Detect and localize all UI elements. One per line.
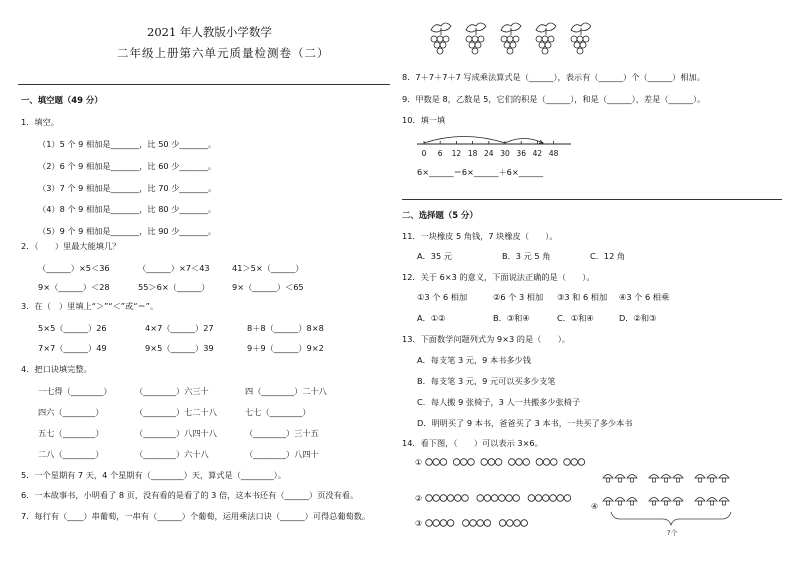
circle-icon	[488, 459, 495, 466]
page-title: 2021 年人教版小学数学	[147, 25, 272, 39]
q12-option-c: C．①和④	[557, 313, 594, 323]
tick-label: 36	[516, 149, 526, 158]
q1-item: （5）9 个 9 相加是_______，比 90 少_______。	[38, 226, 217, 236]
circle-icon	[433, 459, 440, 466]
circle-icon	[440, 459, 447, 466]
mushroom-icon	[649, 475, 659, 483]
mushroom-icon	[615, 475, 625, 483]
grape-row	[421, 20, 591, 64]
q12-statement: ②6 个 3 相加	[493, 292, 544, 302]
tick-label: 12	[451, 149, 462, 158]
mushroom-icon	[627, 498, 637, 506]
circle-icon	[571, 459, 578, 466]
brace-label: ?个	[667, 529, 678, 537]
q4-cell: 一七得（________）	[38, 386, 112, 396]
group-brace	[611, 512, 731, 525]
tick-label: 42	[532, 149, 543, 158]
circle-icon	[499, 520, 506, 527]
circle-icon	[513, 495, 520, 502]
circle-icon	[463, 520, 470, 527]
q4-cell: 二八（________）	[38, 449, 104, 459]
circle-icon	[491, 495, 498, 502]
figure-label: ②	[415, 494, 423, 503]
section2-heading: 二、选择题（5 分）	[402, 210, 478, 220]
circle-icon	[440, 495, 447, 502]
q11-stem: 11．一块橡皮 5 角钱，7 块橡皮（ ）。	[402, 231, 558, 241]
q13-option-c: C．每人搬 9 张椅子，3 人一共搬多少张椅子	[417, 397, 581, 407]
q2-cell: 55＞6×（______）	[138, 282, 210, 292]
q4-cell: 七七（________）	[245, 407, 311, 417]
tick-label: 24	[484, 149, 494, 158]
circle-icon	[433, 495, 440, 502]
jump-arc	[424, 137, 505, 144]
mushroom-icon	[695, 475, 705, 483]
q3-cell: 8＋8（______）8×8	[247, 323, 324, 333]
circle-icon	[516, 459, 523, 466]
circle-icon	[468, 459, 475, 466]
circle-icon	[462, 495, 469, 502]
q3-cell: 4×7（______）27	[145, 323, 214, 333]
circle-icon	[499, 495, 506, 502]
tick-label: 18	[467, 149, 478, 158]
circle-icon	[484, 495, 491, 502]
q6-text: 6．一本故事书，小明看了 8 页，没有看的是看了的 3 倍，这本书还有（______）页没有看。	[21, 490, 359, 500]
q13-option-d: D．明明买了 9 本书，爸爸买了 3 本书，一共买了多少本书	[417, 418, 633, 428]
q8-text: 8．7＋7＋7＋7 写成乘法算式是（______），表示有（______）个（______）相加。	[402, 72, 705, 82]
q2-cell: 41＞5×（______）	[232, 263, 304, 273]
tick-label: 0	[421, 149, 427, 158]
circle-icon	[453, 459, 460, 466]
circle-icon	[426, 520, 433, 527]
q1-item: （3）7 个 9 相加是_______，比 70 少_______。	[38, 183, 217, 193]
mushroom-icon	[673, 498, 683, 506]
q1-item: （4）8 个 9 相加是_______，比 80 少_______。	[38, 204, 217, 214]
q7-text: 7．每行有（____）串葡萄，一串有（______）个葡萄，运用乘法口诀（______）可得总葡萄数。	[21, 511, 371, 521]
circle-icon	[481, 459, 488, 466]
q4-cell: （________）八四十	[245, 449, 319, 459]
section1-heading: 一、填空题（49 分）	[21, 95, 103, 105]
q5-text: 5．一个星期有 7 天，4 个星期有（________）天，算式是（________）。	[21, 470, 286, 480]
grape-bunch-icon	[501, 23, 521, 54]
mushroom-icon	[719, 475, 729, 483]
q2-cell: 9×（______）＜28	[38, 282, 110, 292]
q12-statement: ③3 和 6 相加	[557, 292, 608, 302]
circle-icon	[550, 495, 557, 502]
grape-bunch-icon	[466, 23, 486, 54]
q13-option-a: A．每支笔 3 元，9 本书多少钱	[417, 355, 531, 365]
q14-stem: 14．看下图，（ ）可以表示 3×6。	[402, 438, 543, 448]
tick-label: 48	[548, 149, 559, 158]
q4-cell: （________）七二十八	[135, 407, 217, 417]
mushroom-icon	[673, 475, 683, 483]
mushroom-icon	[627, 475, 637, 483]
circle-icon	[536, 459, 543, 466]
mushroom-icon	[603, 498, 613, 506]
mushroom-icon	[661, 498, 671, 506]
q12-statement: ④3 个 6 相乘	[619, 292, 670, 302]
q4-cell: （________）六十八	[135, 449, 209, 459]
q1-item: （1）5 个 9 相加是_______，比 50 少_______。	[38, 139, 217, 149]
q14-figures	[415, 455, 790, 555]
circle-icon	[447, 520, 454, 527]
q2-cell: 9×（______）＜65	[232, 282, 304, 292]
q4-cell: （________）六三十	[135, 386, 209, 396]
mushroom-icon	[661, 475, 671, 483]
q10-equation: 6×______＝6×______＋6×______	[417, 167, 544, 177]
q4-stem: 4．把口诀填完整。	[21, 364, 92, 374]
q4-cell: （________）八四十八	[135, 428, 217, 438]
grape-bunch-icon	[431, 23, 451, 54]
mushroom-icon	[707, 475, 717, 483]
mushroom-icon	[649, 498, 659, 506]
grape-bunch-icon	[536, 23, 556, 54]
circle-icon	[521, 520, 528, 527]
circle-icon	[543, 459, 550, 466]
q1-stem: 1．填空。	[21, 117, 59, 127]
q12-option-a: A．①②	[417, 313, 446, 323]
q3-cell: 7×7（______）49	[38, 343, 107, 353]
q2-stem: 2．（ ）里最大能填几？	[21, 241, 121, 251]
mushroom-icon	[603, 475, 613, 483]
circle-icon	[564, 459, 571, 466]
q4-cell: 四六（________）	[38, 407, 104, 417]
q3-cell: 9×5（______）39	[145, 343, 214, 353]
circle-icon	[523, 459, 530, 466]
q3-cell: 5×5（______）26	[38, 323, 107, 333]
q2-cell: （______）×5＜36	[38, 263, 110, 273]
q12-stem: 12．关于 6×3 的意义，下面说法正确的是（ ）。	[402, 272, 595, 282]
mushroom-icon	[707, 498, 717, 506]
q11-option-a: A．35 元	[417, 251, 452, 261]
q1-item: （2）6 个 9 相加是_______，比 60 少_______。	[38, 161, 217, 171]
circle-icon	[535, 495, 542, 502]
mushroom-icon	[615, 498, 625, 506]
circle-icon	[543, 495, 550, 502]
circle-icon	[564, 495, 571, 502]
q4-cell: 五七（________）	[38, 428, 104, 438]
circle-icon	[495, 459, 502, 466]
mushroom-icon	[719, 498, 729, 506]
circle-icon	[507, 520, 514, 527]
circle-icon	[440, 520, 447, 527]
mushroom-icon	[695, 498, 705, 506]
q3-cell: 9＋9（______）9×2	[247, 343, 324, 353]
q10-stem: 10．填一填	[402, 115, 446, 125]
q12-option-d: D．②和③	[619, 313, 657, 323]
q4-cell: （________）三十五	[245, 428, 319, 438]
circle-icon	[426, 459, 433, 466]
circle-icon	[484, 520, 491, 527]
section-divider	[402, 199, 782, 200]
q12-statement: ①3 个 6 相加	[417, 292, 468, 302]
circle-icon	[506, 495, 513, 502]
number-line	[415, 132, 575, 164]
q13-stem: 13．下面数学问题列式为 9×3 的是（ ）。	[402, 334, 570, 344]
q3-stem: 3．在（ ）里填上“＞”“＜”或“＝”。	[21, 301, 159, 311]
circle-icon	[433, 520, 440, 527]
circle-icon	[470, 520, 477, 527]
circle-icon	[578, 459, 585, 466]
figure-label: ①	[415, 458, 423, 467]
circle-icon	[455, 495, 462, 502]
circle-icon	[514, 520, 521, 527]
tick-label: 6	[437, 149, 443, 158]
q13-option-b: B．每支笔 3 元，9 元可以买多少支笔	[417, 376, 556, 386]
figure-label: ③	[415, 519, 423, 528]
circle-icon	[426, 495, 433, 502]
circle-icon	[477, 520, 484, 527]
circle-icon	[551, 459, 558, 466]
q11-option-c: C．12 角	[590, 251, 626, 261]
q9-text: 9．甲数是 8，乙数是 5，它们的积是（______），和是（______），差是（______）。	[402, 94, 706, 104]
circle-icon	[461, 459, 468, 466]
circle-icon	[557, 495, 564, 502]
figure-label: ④	[591, 502, 599, 511]
q12-option-b: B．③和④	[493, 313, 530, 323]
q2-cell: （______）×7＜43	[138, 263, 210, 273]
q4-cell: 四（________）二十八	[245, 386, 327, 396]
circle-icon	[477, 495, 484, 502]
tick-label: 30	[500, 149, 510, 158]
page-subtitle: 二年级上册第六单元质量检测卷（二）	[117, 46, 330, 60]
circle-icon	[528, 495, 535, 502]
grape-bunch-icon	[571, 23, 591, 54]
circle-icon	[509, 459, 516, 466]
circle-icon	[447, 495, 454, 502]
section-divider	[18, 84, 390, 85]
q11-option-b: B．3 元 5 角	[502, 251, 551, 261]
